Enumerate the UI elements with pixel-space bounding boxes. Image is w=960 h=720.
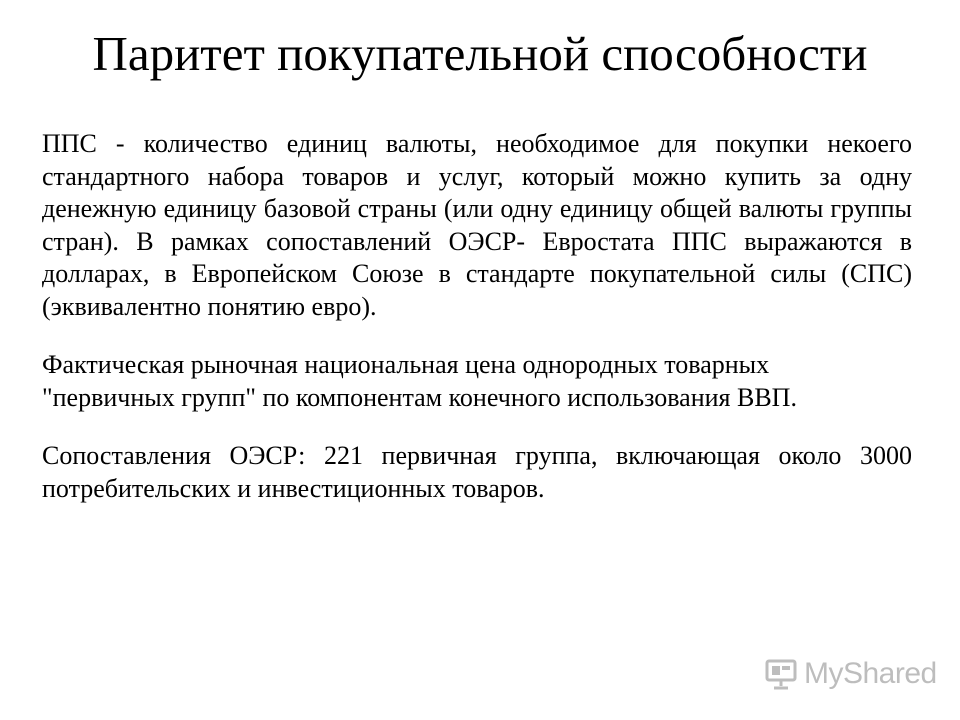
paragraph-ppp-definition: ППС - количество единиц валюты, необходимое для покупки некоего стандартного набора товаров и услуг, который можно купить за одну денежную единицу базовой страны (или одну единицу общей валюты группы стран). В рамках сопоставлений ОЭСР- Евростата ППС выражаются в долларах, в Европейском Союзе в стандарте покупательной силы (СПС) (эквивалентно понятию евро). [42,129,912,321]
paragraph-market-price: Фактическая рыночная национальная цена однородных товарных "первичных групп" по компонентам конечного использования ВВП. [42,350,797,412]
slide-body [42,128,912,505]
paragraph-oecd-comparison: Сопоставления ОЭСР: 221 первичная группа, включающая около 3000 потребительских и инвестиционных товаров. [42,441,912,503]
slide-title: Паритет покупательной способности [92,26,868,81]
myshared-watermark [764,654,937,694]
watermark-logo-text: MyShared [804,657,937,690]
presentation-board-icon [764,657,798,691]
